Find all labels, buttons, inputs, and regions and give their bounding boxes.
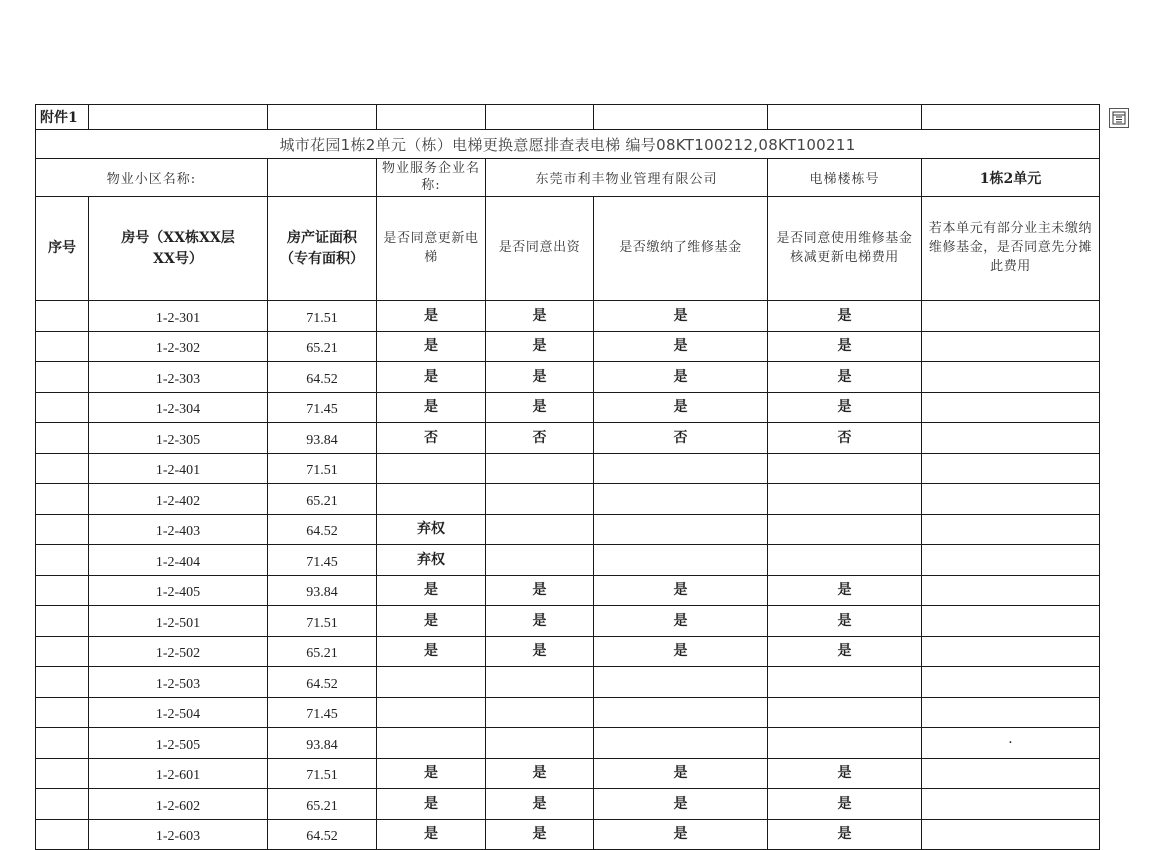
row-agree-fund[interactable] bbox=[486, 514, 594, 545]
table-row bbox=[36, 484, 1100, 515]
row-advance-share[interactable] bbox=[922, 331, 1100, 362]
attachment-label: 附件1 bbox=[36, 105, 89, 130]
row-seq[interactable] bbox=[36, 362, 89, 393]
row-agree-update[interactable]: 是 bbox=[377, 636, 486, 667]
empty-cell[interactable] bbox=[377, 105, 486, 130]
row-advance-share[interactable] bbox=[922, 636, 1100, 667]
row-agree-update[interactable]: 弃权 bbox=[377, 545, 486, 576]
row-agree-update[interactable] bbox=[377, 484, 486, 515]
row-advance-share[interactable]: · bbox=[922, 728, 1100, 759]
row-advance-share[interactable] bbox=[922, 392, 1100, 423]
header-row bbox=[36, 197, 1100, 301]
row-room[interactable]: 1-2-504 bbox=[89, 697, 268, 728]
row-seq[interactable] bbox=[36, 636, 89, 667]
table-row bbox=[36, 301, 1100, 332]
row-room[interactable]: 1-2-401 bbox=[89, 453, 268, 484]
row-area[interactable]: 93.84 bbox=[268, 423, 377, 454]
row-room[interactable]: 1-2-303 bbox=[89, 362, 268, 393]
row-area[interactable]: 65.21 bbox=[268, 636, 377, 667]
header-area: 房产证面积（专有面积） bbox=[268, 197, 377, 301]
table-row bbox=[36, 575, 1100, 606]
row-area[interactable]: 71.51 bbox=[268, 453, 377, 484]
row-agree-update[interactable] bbox=[377, 667, 486, 698]
row-seq[interactable] bbox=[36, 392, 89, 423]
table-row bbox=[36, 636, 1100, 667]
row-area[interactable]: 64.52 bbox=[268, 362, 377, 393]
row-room[interactable]: 1-2-402 bbox=[89, 484, 268, 515]
row-area[interactable]: 71.45 bbox=[268, 392, 377, 423]
row-room[interactable]: 1-2-405 bbox=[89, 575, 268, 606]
row-agree-fund[interactable] bbox=[486, 667, 594, 698]
row-paid-fund[interactable]: 是 bbox=[594, 606, 768, 637]
row-area[interactable]: 71.51 bbox=[268, 301, 377, 332]
row-agree-use-fund[interactable] bbox=[768, 453, 922, 484]
row-area[interactable]: 71.45 bbox=[268, 697, 377, 728]
row-advance-share[interactable] bbox=[922, 667, 1100, 698]
table-row bbox=[36, 514, 1100, 545]
row-area[interactable]: 64.52 bbox=[268, 514, 377, 545]
row-advance-share[interactable] bbox=[922, 697, 1100, 728]
row-room[interactable]: 1-2-304 bbox=[89, 392, 268, 423]
row-advance-share[interactable] bbox=[922, 758, 1100, 789]
row-paid-fund[interactable]: 是 bbox=[594, 301, 768, 332]
row-advance-share[interactable] bbox=[922, 789, 1100, 820]
row-area[interactable]: 65.21 bbox=[268, 484, 377, 515]
row-paid-fund[interactable] bbox=[594, 667, 768, 698]
table-row bbox=[36, 667, 1100, 698]
row-room[interactable]: 1-2-505 bbox=[89, 728, 268, 759]
row-agree-update[interactable] bbox=[377, 453, 486, 484]
table-row bbox=[36, 789, 1100, 820]
row-agree-fund[interactable]: 是 bbox=[486, 362, 594, 393]
row-room[interactable]: 1-2-302 bbox=[89, 331, 268, 362]
row-seq[interactable] bbox=[36, 301, 89, 332]
row-agree-fund[interactable]: 是 bbox=[486, 392, 594, 423]
row-area[interactable]: 71.45 bbox=[268, 545, 377, 576]
row-area[interactable]: 71.51 bbox=[268, 758, 377, 789]
table-row bbox=[36, 392, 1100, 423]
row-advance-share[interactable] bbox=[922, 545, 1100, 576]
table-view-icon[interactable] bbox=[1109, 108, 1129, 128]
row-seq[interactable] bbox=[36, 423, 89, 454]
row-seq[interactable] bbox=[36, 697, 89, 728]
row-paid-fund[interactable]: 否 bbox=[594, 423, 768, 454]
row-advance-share[interactable] bbox=[922, 301, 1100, 332]
row-agree-use-fund[interactable]: 是 bbox=[768, 301, 922, 332]
empty-cell[interactable] bbox=[922, 105, 1100, 130]
row-agree-update[interactable]: 是 bbox=[377, 301, 486, 332]
row-agree-use-fund[interactable] bbox=[768, 514, 922, 545]
info-row bbox=[36, 159, 1100, 197]
row-room[interactable]: 1-2-503 bbox=[89, 667, 268, 698]
table-row bbox=[36, 453, 1100, 484]
row-agree-fund[interactable] bbox=[486, 484, 594, 515]
row-advance-share[interactable] bbox=[922, 453, 1100, 484]
row-paid-fund[interactable]: 是 bbox=[594, 819, 768, 850]
row-room[interactable]: 1-2-404 bbox=[89, 545, 268, 576]
row-agree-use-fund[interactable]: 是 bbox=[768, 636, 922, 667]
row-seq[interactable] bbox=[36, 575, 89, 606]
table-title: 城市花园1栋2单元（栋）电梯更换意愿排查表电梯 编号08KT100212,08KT100211 bbox=[36, 130, 1100, 159]
row-seq[interactable] bbox=[36, 514, 89, 545]
row-agree-fund[interactable] bbox=[486, 453, 594, 484]
row-agree-fund[interactable] bbox=[486, 728, 594, 759]
row-paid-fund[interactable]: 是 bbox=[594, 331, 768, 362]
row-agree-fund[interactable]: 是 bbox=[486, 789, 594, 820]
row-room[interactable]: 1-2-305 bbox=[89, 423, 268, 454]
header-advance-share: 若本单元有部分业主未缴纳维修基金，是否同意先分摊此费用 bbox=[922, 197, 1100, 301]
table-row bbox=[36, 606, 1100, 637]
row-agree-update[interactable]: 否 bbox=[377, 423, 486, 454]
row-agree-update[interactable]: 是 bbox=[377, 331, 486, 362]
row-agree-use-fund[interactable]: 是 bbox=[768, 819, 922, 850]
row-area[interactable]: 71.51 bbox=[268, 606, 377, 637]
row-agree-update[interactable]: 是 bbox=[377, 362, 486, 393]
company-value[interactable]: 东莞市利丰物业管理有限公司 bbox=[486, 159, 768, 197]
row-paid-fund[interactable] bbox=[594, 514, 768, 545]
row-paid-fund[interactable]: 是 bbox=[594, 575, 768, 606]
row-paid-fund[interactable] bbox=[594, 697, 768, 728]
row-area[interactable]: 64.52 bbox=[268, 819, 377, 850]
row-seq[interactable] bbox=[36, 667, 89, 698]
row-area[interactable]: 64.52 bbox=[268, 667, 377, 698]
header-seq: 序号 bbox=[36, 197, 89, 301]
row-agree-use-fund[interactable] bbox=[768, 484, 922, 515]
row-agree-update[interactable]: 弃权 bbox=[377, 514, 486, 545]
row-area[interactable]: 65.21 bbox=[268, 789, 377, 820]
row-seq[interactable] bbox=[36, 606, 89, 637]
company-label: 物业服务企业名称: bbox=[377, 159, 486, 197]
community-label: 物业小区名称: bbox=[36, 159, 268, 197]
row-agree-fund[interactable]: 是 bbox=[486, 636, 594, 667]
row-advance-share[interactable] bbox=[922, 514, 1100, 545]
row-agree-use-fund[interactable]: 是 bbox=[768, 758, 922, 789]
row-agree-use-fund[interactable]: 是 bbox=[768, 392, 922, 423]
community-value[interactable] bbox=[268, 159, 377, 197]
row-agree-fund[interactable] bbox=[486, 697, 594, 728]
table-row bbox=[36, 697, 1100, 728]
row-seq[interactable] bbox=[36, 484, 89, 515]
row-paid-fund[interactable] bbox=[594, 545, 768, 576]
row-paid-fund[interactable] bbox=[594, 728, 768, 759]
row-advance-share[interactable] bbox=[922, 606, 1100, 637]
table-row bbox=[36, 728, 1100, 759]
row-seq[interactable] bbox=[36, 758, 89, 789]
empty-cell[interactable] bbox=[89, 105, 268, 130]
table-row bbox=[36, 423, 1100, 454]
row-advance-share[interactable] bbox=[922, 575, 1100, 606]
row-area[interactable]: 65.21 bbox=[268, 331, 377, 362]
row-paid-fund[interactable]: 是 bbox=[594, 392, 768, 423]
row-advance-share[interactable] bbox=[922, 484, 1100, 515]
building-label: 电梯楼栋号 bbox=[768, 159, 922, 197]
row-seq[interactable] bbox=[36, 789, 89, 820]
table-row bbox=[36, 758, 1100, 789]
table-row bbox=[36, 331, 1100, 362]
table-view-icon-glyph bbox=[1112, 111, 1126, 125]
row-agree-fund[interactable] bbox=[486, 545, 594, 576]
row-agree-fund[interactable]: 是 bbox=[486, 575, 594, 606]
row-agree-use-fund[interactable] bbox=[768, 667, 922, 698]
table-row bbox=[36, 819, 1100, 850]
building-value[interactable]: 1栋2单元 bbox=[922, 159, 1100, 197]
row-room[interactable]: 1-2-502 bbox=[89, 636, 268, 667]
row-room[interactable]: 1-2-603 bbox=[89, 819, 268, 850]
empty-cell[interactable] bbox=[594, 105, 768, 130]
table-row bbox=[36, 545, 1100, 576]
row-agree-use-fund[interactable]: 是 bbox=[768, 331, 922, 362]
row-agree-use-fund[interactable]: 是 bbox=[768, 789, 922, 820]
header-room: 房号（XX栋XX层XX号） bbox=[89, 197, 268, 301]
row-agree-update[interactable]: 是 bbox=[377, 789, 486, 820]
row-seq[interactable] bbox=[36, 545, 89, 576]
row-paid-fund[interactable] bbox=[594, 453, 768, 484]
empty-cell[interactable] bbox=[486, 105, 594, 130]
row-agree-update[interactable] bbox=[377, 697, 486, 728]
row-room[interactable]: 1-2-501 bbox=[89, 606, 268, 637]
row-seq[interactable] bbox=[36, 819, 89, 850]
row-paid-fund[interactable]: 是 bbox=[594, 789, 768, 820]
top-row bbox=[36, 105, 1100, 130]
row-agree-use-fund[interactable] bbox=[768, 697, 922, 728]
row-agree-use-fund[interactable] bbox=[768, 728, 922, 759]
row-agree-update[interactable] bbox=[377, 728, 486, 759]
header-agree-use-fund: 是否同意使用维修基金核减更新电梯费用 bbox=[768, 197, 922, 301]
row-agree-fund[interactable]: 是 bbox=[486, 819, 594, 850]
row-paid-fund[interactable]: 是 bbox=[594, 636, 768, 667]
row-agree-fund[interactable]: 是 bbox=[486, 301, 594, 332]
header-paid-fund: 是否缴纳了维修基金 bbox=[594, 197, 768, 301]
row-agree-update[interactable]: 是 bbox=[377, 575, 486, 606]
row-agree-update[interactable]: 是 bbox=[377, 392, 486, 423]
row-agree-update[interactable]: 是 bbox=[377, 758, 486, 789]
row-paid-fund[interactable]: 是 bbox=[594, 362, 768, 393]
row-advance-share[interactable] bbox=[922, 423, 1100, 454]
row-paid-fund[interactable]: 是 bbox=[594, 758, 768, 789]
row-agree-use-fund[interactable]: 否 bbox=[768, 423, 922, 454]
row-area[interactable]: 93.84 bbox=[268, 575, 377, 606]
row-room[interactable]: 1-2-403 bbox=[89, 514, 268, 545]
row-advance-share[interactable] bbox=[922, 819, 1100, 850]
row-paid-fund[interactable] bbox=[594, 484, 768, 515]
row-agree-use-fund[interactable]: 是 bbox=[768, 575, 922, 606]
row-room[interactable]: 1-2-602 bbox=[89, 789, 268, 820]
row-advance-share[interactable] bbox=[922, 362, 1100, 393]
row-agree-use-fund[interactable]: 是 bbox=[768, 362, 922, 393]
row-agree-fund[interactable]: 否 bbox=[486, 423, 594, 454]
row-agree-fund[interactable]: 是 bbox=[486, 758, 594, 789]
row-seq[interactable] bbox=[36, 453, 89, 484]
row-agree-fund[interactable]: 是 bbox=[486, 606, 594, 637]
table-row bbox=[36, 362, 1100, 393]
survey-table bbox=[35, 104, 1100, 850]
row-room[interactable]: 1-2-301 bbox=[89, 301, 268, 332]
empty-cell[interactable] bbox=[768, 105, 922, 130]
row-agree-fund[interactable]: 是 bbox=[486, 331, 594, 362]
row-seq[interactable] bbox=[36, 728, 89, 759]
row-area[interactable]: 93.84 bbox=[268, 728, 377, 759]
header-agree-update: 是否同意更新电梯 bbox=[377, 197, 486, 301]
row-agree-update[interactable]: 是 bbox=[377, 606, 486, 637]
row-agree-use-fund[interactable] bbox=[768, 545, 922, 576]
header-agree-fund: 是否同意出资 bbox=[486, 197, 594, 301]
row-seq[interactable] bbox=[36, 331, 89, 362]
title-row bbox=[36, 130, 1100, 159]
empty-cell[interactable] bbox=[268, 105, 377, 130]
row-agree-update[interactable]: 是 bbox=[377, 819, 486, 850]
row-room[interactable]: 1-2-601 bbox=[89, 758, 268, 789]
row-agree-use-fund[interactable]: 是 bbox=[768, 606, 922, 637]
